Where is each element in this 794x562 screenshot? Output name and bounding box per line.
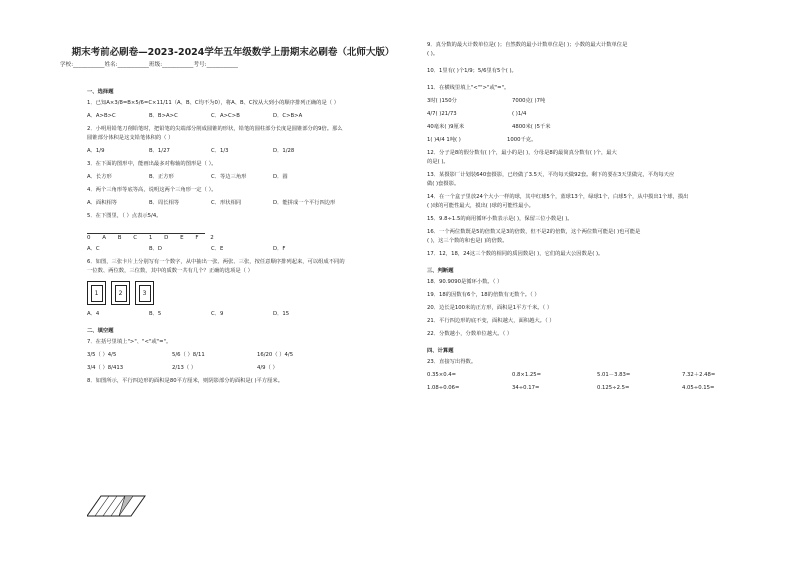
compare-item — [342, 365, 427, 372]
compare-item: 4800米( )5千米 — [512, 124, 551, 130]
question-18: 18．90.9090是循环小数。（ ） — [427, 279, 503, 285]
compare-item: 4/7( )21/73 — [427, 111, 457, 117]
compare-item: 3时( )150分 — [427, 98, 457, 104]
option: A．4 — [87, 311, 100, 317]
calc-item: 34÷0.17= — [512, 385, 540, 391]
question-6-cont: 一位数、两位数，三位数，其中的质数一共有几个？正确的选项是（ ） — [87, 268, 253, 274]
option: C．E — [211, 246, 224, 252]
question-5: 5．在下图里，（ ）点表示5/4。 — [87, 213, 162, 219]
compare-item: 7000克( )7吨 — [512, 98, 546, 104]
question-11: 11．在横线里填上"<"">"或"="。 — [427, 85, 510, 91]
question-20: 20．边长是100米的正方形，面积是1平方千米。（ ） — [427, 305, 553, 311]
option: C．9 — [211, 311, 224, 317]
compare-item: 2/13（ ） — [172, 365, 197, 371]
calc-item: 0.35×0.4= — [427, 372, 457, 378]
question-6-options — [87, 311, 417, 318]
question-2: 2．小明用铅笔刀削铅笔时，把铅笔的尖端部分削成圆锥的形状，铅笔的圆柱部分长度是圆锥部分的9倍。那么 — [87, 126, 343, 132]
question-17: 17．12，18，24这三个数的相同的质因数是( )，它们的最大公因数是( )。 — [427, 251, 604, 257]
calc-item: 7.32＋2.48= — [682, 372, 716, 378]
question-1: 1．已知A×3/8=B×5/6=C×11/11（A、B、C均不为0），将A、B、C按从大到小的顺序排列正确的是（ ） — [87, 100, 340, 106]
calc-row-1 — [427, 372, 767, 385]
card-digit: 2 — [115, 285, 127, 302]
right-column — [427, 42, 772, 398]
number-line-labels: 0 A B C 1 D E F 2 — [87, 235, 219, 241]
question-3-options — [87, 174, 417, 181]
question-10: 10．1里有( )个1/9；5/6里有5个( )。 — [427, 68, 517, 74]
option: B．B>A>C — [149, 113, 178, 119]
calc-item: 5.01－3.83= — [597, 372, 631, 378]
option: A．1/9 — [87, 148, 105, 154]
number-line-axis — [87, 233, 205, 234]
question-13-cont: 做( )套摄影。 — [427, 181, 460, 187]
calc-row-2 — [427, 385, 767, 398]
compare-item — [342, 352, 427, 359]
card-digit: 1 — [91, 285, 103, 302]
option: D．F — [273, 246, 286, 252]
calc-item: 0.125÷2.5= — [597, 385, 630, 391]
option: A．C — [87, 246, 100, 252]
question-2-options — [87, 148, 417, 155]
compare-item: ( )1/4 — [512, 111, 527, 117]
compare-item: 3/4（ ）8/413 — [87, 365, 124, 371]
card-digit: 3 — [139, 285, 151, 302]
option: C．A>C>B — [211, 113, 240, 119]
question-12: 12．分子是8的假分数有( )个，最小的是( )，分母是8的最简真分数有( )个，最大 — [427, 150, 617, 156]
number-cards — [87, 281, 417, 305]
number-card — [135, 281, 154, 305]
question-15: 15．9.8÷1.5的商用循环小数表示是( )，保留三位小数是( )。 — [427, 216, 573, 222]
option: B．正方形 — [149, 174, 174, 180]
left-column — [87, 86, 417, 391]
question-12-cont: 的是( )。 — [427, 159, 449, 165]
question-16: 16．一个两位数既是5的倍数又是3的倍数，但不是2的倍数，这个两位数可能是( )也可能是 — [427, 229, 641, 235]
compare-item: 1000千克。 — [507, 137, 537, 143]
calc-item: 1.08÷0.06= — [427, 385, 460, 391]
question-9: 9．真分数的最大计数单位是( )；自然数的最小计数单位是( )；小数的最大计数单位是 — [427, 42, 628, 48]
compare-item: 3/5（ ）4/5 — [87, 352, 117, 358]
option: B．D — [149, 246, 163, 252]
option: D．能拼成一个平行四边形 — [273, 200, 336, 206]
question-11-row4 — [427, 137, 767, 150]
compare-item: 4/9（ ） — [257, 365, 278, 371]
option: C．等边三角形 — [211, 174, 247, 180]
section-heading-judge: 三、判断题 — [427, 268, 454, 274]
option: C．形状相同 — [211, 200, 242, 206]
question-7-items — [87, 352, 427, 378]
option: A．A>B>C — [87, 113, 116, 119]
compare-item: 40毫米( )9厘米 — [427, 124, 465, 130]
question-4: 4．两个三角形等底等高，说明这两个三角形一定（ ）。 — [87, 187, 217, 193]
compare-item: 16/20（ ）4/5 — [257, 352, 294, 358]
option: D．圆 — [273, 174, 288, 180]
option: B．5 — [149, 311, 162, 317]
question-11-row3 — [427, 124, 767, 137]
compare-item: 5/6（ ）8/11 — [172, 352, 205, 358]
question-13: 13．某摄影厂计划装640套摄影，已经做了3.5天，平均每天做92套。剩下的要在3天里做完，平均每天应 — [427, 172, 675, 178]
question-7: 7．在括号里填上">"、"<"或"="。 — [87, 339, 172, 345]
option: C．1/3 — [211, 148, 229, 154]
question-19: 19．18的因数有6个，18的倍数有无数个。（ ） — [427, 292, 540, 298]
question-3: 3．在下面的图形中，能画出最多对称轴的图形是（ ）。 — [87, 161, 217, 167]
question-5-options — [87, 246, 417, 253]
parallelogram-figure — [87, 494, 147, 518]
calc-item: 4.05÷0.15= — [682, 385, 715, 391]
section-heading-fill: 二、填空题 — [87, 328, 114, 334]
option: D．1/28 — [273, 148, 295, 154]
number-card — [111, 281, 130, 305]
option: A．长方形 — [87, 174, 112, 180]
question-16-cont: ( )，这三个数的和也是( )的倍数。 — [427, 238, 508, 244]
option: D．15 — [273, 311, 290, 317]
option: A．面积相等 — [87, 200, 118, 206]
question-4-options — [87, 200, 417, 207]
question-11-row1 — [427, 98, 767, 111]
calc-item: 0.8×1.25= — [512, 372, 542, 378]
question-11-row2 — [427, 111, 767, 124]
student-info-line: 学校:___________姓名:___________班级:___________考号:___________ — [60, 62, 239, 68]
number-line — [87, 226, 219, 242]
option: B．1/27 — [149, 148, 170, 154]
section-heading-choice: 一、选择题 — [87, 89, 114, 95]
question-8: 8．如图所示，平行四边形的面积是80平方厘米，则阴影部分的面积是( )平方厘米。 — [87, 378, 284, 384]
question-14-cont: ( )球的可能性最大，摸出( )球的可能性最小。 — [427, 203, 534, 209]
question-14: 14．在一个盒子里放24个大小一样的球，其中红球5个，蓝球13个，绿球1个，白球5个，从中摸出1个球，摸出 — [427, 194, 689, 200]
section-heading-calc: 四、计算题 — [427, 348, 454, 354]
option: D．C>B>A — [273, 113, 303, 119]
question-6: 6．如图，三张卡片上分别写有一个数字，从中抽出一张、两张、三张，按任意顺序排列起来，可以组成不同的 — [87, 259, 345, 265]
number-card — [87, 281, 106, 305]
option: B．周长相等 — [149, 200, 180, 206]
question-1-options — [87, 113, 417, 120]
question-21: 21．平行四边形的底不变，面积越大，面积越大。（ ） — [427, 318, 555, 324]
question-2-cont: 圆锥部分体积是这支铅笔体积的（ ） — [87, 135, 174, 141]
compare-item: 1( )4/4 1吨( ) — [427, 137, 461, 143]
question-23: 23．直接写出得数。 — [427, 359, 477, 365]
question-9-cont: ( )。 — [427, 51, 439, 57]
exam-title: 期末考前必刷卷—2023-2024学年五年级数学上册期末必刷卷（北师大版） — [71, 47, 395, 58]
question-22: 22．分数越小，分数单位越大。（ ） — [427, 331, 513, 337]
